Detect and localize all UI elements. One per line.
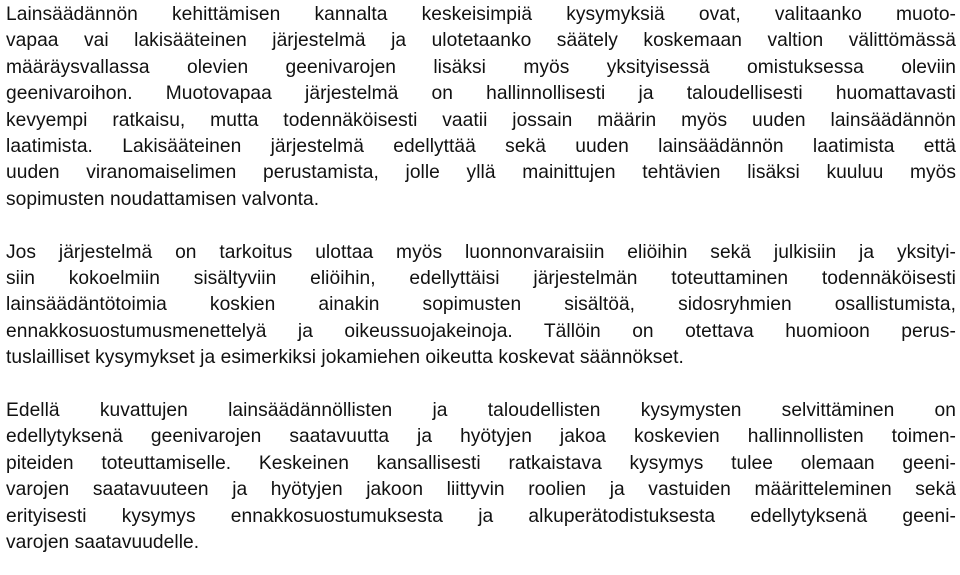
text-line: Lainsäädännön kehittämisen kannalta keskeisimpiä kysymyksiä ovat, valitaanko muoto-: [6, 4, 956, 25]
text-line: geenivaroihon. Muotovapaa järjestelmä on hallinnollisesti ja taloudellisesti huomattavasti: [6, 83, 956, 105]
text-line: piteiden toteuttamiselle. Keskeinen kansallisesti ratkaistava kysymys tulee olemaan geeni-: [6, 452, 956, 474]
text-line: sopimusten noudattamisen valvonta.: [6, 188, 320, 210]
text-line: erityisesti kysymys ennakkosuostumuksesta ja alkuperätodistuksesta edellytyksenä geeni-: [6, 505, 956, 527]
text-line: lainsäädäntötoimia koskien ainakin sopimusten sisältöä, sidosryhmien osallistumista,: [6, 294, 956, 316]
paragraph-1: [6, 2, 956, 213]
paragraph-2: [6, 240, 956, 372]
text-line: varojen saatavuudelle.: [6, 532, 200, 554]
text-line: varojen saatavuuteen ja hyötyjen jakoon liittyvin roolien ja vastuiden määrittelеminen sekä: [6, 479, 956, 501]
text-line: ennakkosuostumusmenettelyä ja oikeussuojakeinoja. Tällöin on otettava huomioon perus-: [6, 320, 956, 342]
text-line: tuslailliset kysymykset ja esimerkiksi jokamiehen oikeutta koskevat säännökset.: [6, 347, 684, 369]
paragraph-3: [6, 398, 956, 556]
text-line: uuden viranomaiselimen perustamista, jolle yllä mainittujen tehtävien lisäksi kuuluu myös: [6, 162, 956, 184]
text-line: edellytyksenä geenivarojen saatavuutta ja hyötyjen jakoa koskevien hallinnollisten toimen-: [6, 426, 956, 448]
text-line: Edellä kuvattujen lainsäädännöllisten ja taloudellisten kysymysten selvittäminen on: [6, 400, 956, 422]
text-line: kevyempi ratkaisu, mutta todennäköisesti vaatii jossain määrin myös uuden lainsäädännön: [6, 109, 956, 131]
text-line: vapaa vai lakisääteinen järjestelmä ja ulotetaanko säätely koskemaan valtion välittömässä: [6, 30, 956, 52]
text-line: Jos järjestelmä on tarkoitus ulottaa myös luonnonvaraisiin eliöihin sekä julkisiin ja yksityi-: [6, 241, 956, 263]
text-line: laatimista. Lakisääteinen järjestelmä edellyttää sekä uuden lainsäädännön laatimista että: [6, 136, 956, 158]
text-line: siin kokoelmiin sisältyviin eliöihin, edellyttäisi järjestelmän toteuttaminen todennäköisesti: [6, 268, 956, 290]
text-line: määräysvallassa olevien geenivarojen lisäksi myös yksityisessä omistuksessa oleviin: [6, 56, 956, 78]
